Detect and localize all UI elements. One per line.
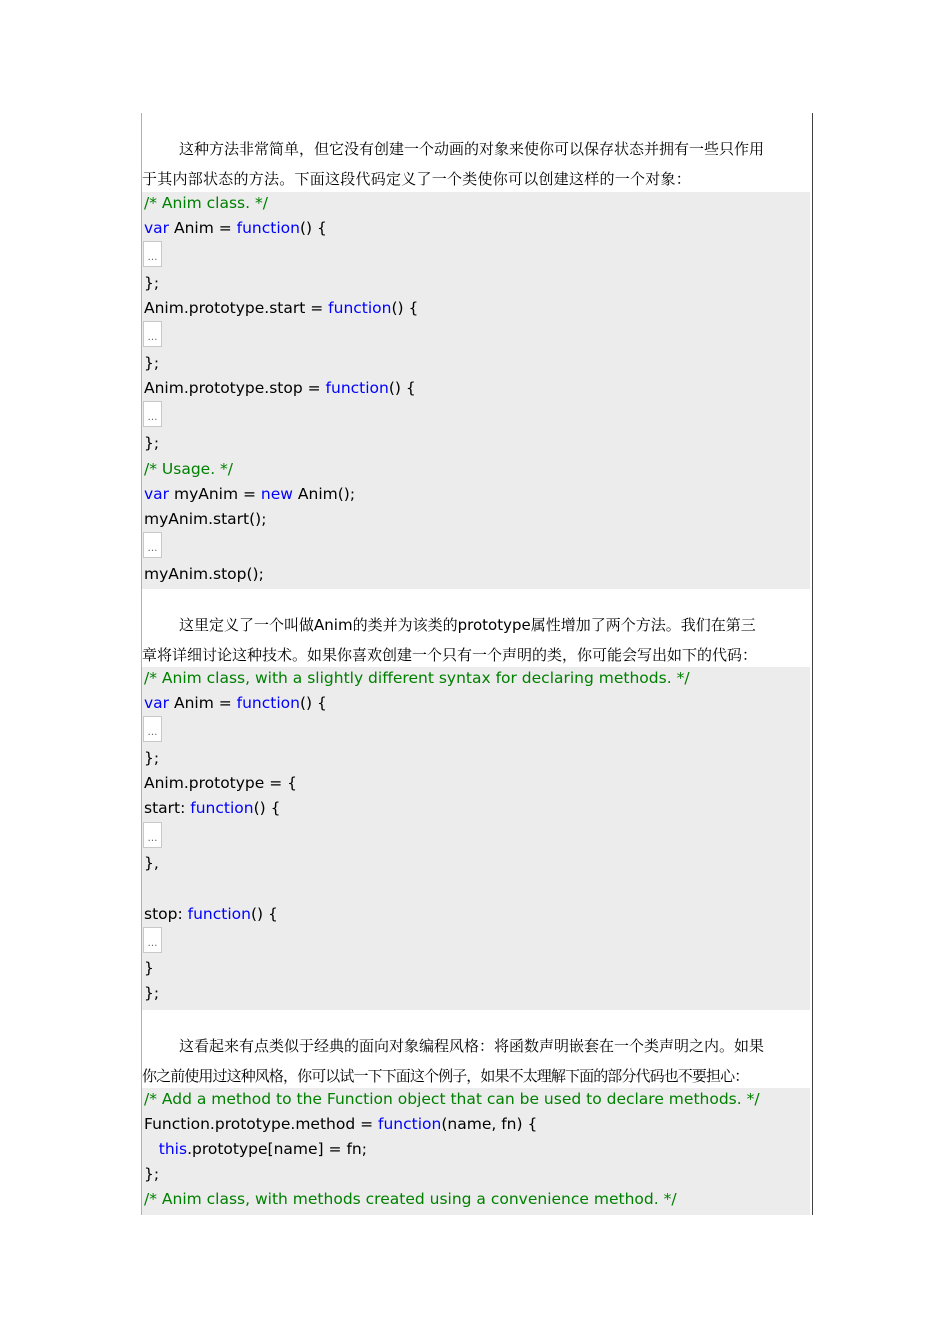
keyword: this [158,1140,188,1158]
code-text: start: [144,799,191,817]
ellipsis-box: … [143,321,162,347]
code-line: }; [144,1165,160,1183]
code-text: Anim.prototype.stop = [144,379,326,397]
code-line [144,1115,537,1133]
code-line [144,485,355,503]
ellipsis-box: … [143,532,162,558]
code-comment: /* Anim class. */ [144,194,268,212]
code-line: myAnim.stop(); [144,565,264,583]
code-line: Anim.prototype = { [144,774,298,792]
code-line [144,694,327,712]
ellipsis-box: … [143,927,162,953]
code-text: () { [253,799,281,817]
text-run: prototype [457,616,531,634]
code-line [144,799,280,817]
code-text: () { [391,299,419,317]
code-text: Function.prototype.method = [144,1115,379,1133]
code-text: (name, fn) { [441,1115,538,1133]
paragraph-3 [142,1031,810,1091]
code-line: }; [144,274,160,292]
ellipsis-box: … [143,716,162,742]
paragraph-1 [142,134,810,194]
code-block-1 [142,192,810,589]
code-text: () { [299,694,327,712]
code-text: myAnim = [169,485,261,503]
code-line [144,299,418,317]
code-line: }; [144,354,160,372]
code-comment: /* Anim class, with methods created using a convenience method. */ [144,1190,677,1208]
paragraph-2 [142,610,810,670]
code-text: () { [388,379,416,397]
code-text: Anim(); [292,485,356,503]
code-line: } [144,959,154,977]
code-block-2 [142,667,810,1010]
code-line: }; [144,984,160,1002]
keyword: function [378,1115,442,1133]
keyword: function [236,219,300,237]
code-text: Anim = [169,219,237,237]
ellipsis-box: … [143,401,162,427]
code-text: stop: [144,905,188,923]
code-comment: /* Anim class, with a slightly different syntax for declaring methods. */ [144,669,690,687]
code-line [144,379,416,397]
ellipsis-box: … [143,822,162,848]
paragraph-line [142,610,810,640]
paragraph-line: 你之前使用过这种风格，你可以试一下下面这个例子，如果不太理解下面的部分代码也不要担心： [142,1067,749,1085]
keyword: function [325,379,389,397]
keyword: var [144,219,170,237]
ellipsis-box: … [143,241,162,267]
keyword: new [260,485,293,503]
code-line [144,219,327,237]
code-text: Anim.prototype.start = [144,299,329,317]
code-indent [144,1140,159,1158]
code-line: }; [144,434,160,452]
code-line [144,1140,367,1158]
code-line [144,905,278,923]
paragraph-line: 于其内部状态的方法。下面这段代码定义了一个类使你可以创建这样的一个对象： [142,170,692,188]
code-line: myAnim.start(); [144,510,267,528]
code-line: }; [144,749,160,767]
keyword: var [144,485,170,503]
keyword: function [328,299,392,317]
code-line: }, [144,854,159,872]
keyword: function [187,905,251,923]
keyword: var [144,694,170,712]
text-run: Anim [314,616,353,634]
code-block-3 [142,1088,810,1215]
code-text: .prototype[name] = fn; [187,1140,367,1158]
text-run: 属性增加了两个方法。我们在第三 [530,616,756,634]
code-text: () { [299,219,327,237]
paragraph-line: 这种方法非常简单，但它没有创建一个动画的对象来使你可以保存状态并拥有一些只作用 [179,140,765,158]
code-comment: /* Add a method to the Function object that can be used to declare methods. */ [144,1090,760,1108]
code-comment: /* Usage. */ [144,460,234,478]
paragraph-line: 这看起来有点类似于经典的面向对象编程风格：将函数声明嵌套在一个类声明之内。如果 [179,1037,765,1055]
code-text: () { [250,905,278,923]
text-run: 的类并为该类的 [352,616,458,634]
code-text: Anim = [169,694,237,712]
keyword: function [236,694,300,712]
keyword: function [190,799,254,817]
paragraph-line: 章将详细讨论这种技术。如果你喜欢创建一个只有一个声明的类，你可能会写出如下的代码： [142,646,758,664]
text-run: 这里定义了一个叫做 [179,616,315,634]
